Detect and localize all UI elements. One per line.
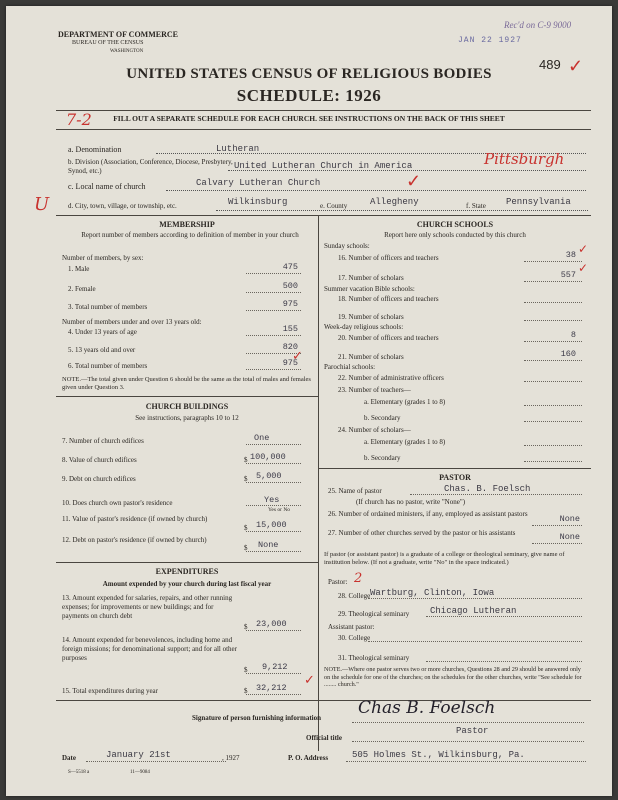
check-mark-icon: ✓ [406,171,422,191]
answer-line [524,360,582,361]
print-code: 11—9084 [130,770,150,775]
dollar-sign: $ [244,524,248,532]
q5-value: 820 [282,342,298,352]
q23a-label: a. Elementary (grades 1 to 8) [364,398,446,406]
instructions-banner: FILL OUT A SEPARATE SCHEDULE FOR EACH CHURCH. SEE INSTRUCTIONS ON THE BACK OF THIS SHEET [113,114,505,123]
po-address-label: P. O. Address [288,754,329,762]
yes-no-hint: Yes or No [268,507,291,513]
answer-line [246,463,301,464]
q29-label: 29. Theological seminary [338,610,410,618]
membership-note: NOTE.—The total given under Question 6 should be the same as the total of males and females given under Question 3. [62,376,311,391]
form-title: UNITED STATES CENSUS OF RELIGIOUS BODIES [126,66,492,82]
q9-label: 9. Debt on church edifices [62,475,136,483]
q10-label: 10. Does church own pastor's residence [62,499,173,507]
q23-label: 23. Number of teachers— [338,386,411,394]
answer-line [246,694,301,695]
answer-line [524,320,582,321]
answer-line [246,531,301,532]
graduate-note: If pastor (or assistant pastor) is a graduate of a college or theological seminary, give name of institution below. (If not a graduate, write "No" in the space indicated.) [324,551,565,566]
q17-value: 557 [560,270,576,280]
local-name-label: c. Local name of church [68,182,146,191]
city-value: Wilkinsburg [228,197,288,207]
q22-label: 22. Number of administrative officers [338,374,444,382]
q19-label: 19. Number of scholars [338,313,404,321]
q13-label: 13. Amount expended for salaries, repairs, and other running expenses; for improvements or new buildings; and for payments on church debt [62,594,233,620]
column-divider [318,215,319,751]
answer-line [524,302,582,303]
q31-label: 31. Theological seminary [338,654,410,662]
answer-line [410,494,582,495]
pastor-note: NOTE.—Where one pastor serves two or more churches, Questions 28 and 29 should be answered only on the schedule for one of the churches; on the schedules for the other churches, write "See schedule for ........ church." [324,666,582,688]
q2-label: 2. Female [68,285,96,293]
expenditures-intro: Amount expended by your church during last fiscal year [102,580,272,588]
q4-value: 155 [282,324,298,334]
parochial-label: Parochial schools: [324,363,376,371]
q24-label: 24. Number of scholars— [338,426,411,434]
q11-value: 15,000 [256,520,287,530]
q15-label: 15. Total expenditures during year [62,687,158,695]
q9-value: 5,000 [256,471,282,481]
pastor-heading: PASTOR [439,473,471,482]
answer-line [368,641,582,642]
answer-line [524,261,582,262]
q27-label: 27. Number of other churches served by the pastor or his assistants [328,529,516,537]
answer-line [532,525,582,526]
answer-line [524,405,582,406]
answer-line [524,421,582,422]
check-mark-icon: ✓ [578,261,589,275]
schedule-number: 489 [539,57,561,72]
dollar-sign: $ [244,456,248,464]
dollar-sign: $ [244,623,248,631]
divider [56,562,318,563]
form-code: S—5518 a [68,770,90,775]
answer-line [524,341,582,342]
divider [56,129,591,130]
received-note: Rec'd on C-9 9000 [504,20,572,30]
pastor-label: Pastor: [328,578,348,586]
q26-value: None [559,514,580,524]
weekday-label: Week-day religious schools: [324,323,404,331]
date-year: , 1927 [222,754,240,762]
dollar-sign: $ [244,666,248,674]
q3-label: 3. Total number of members [68,303,148,311]
q17-label: 17. Number of scholars [338,274,404,282]
q2-value: 500 [282,281,298,291]
q11-label: 11. Value of pastor's residence (if owned by church) [62,515,208,523]
q14-value: 9,212 [262,662,288,672]
q12-value: None [258,540,279,550]
county-value: Allegheny [370,197,419,207]
q6-label: 6. Total number of members [68,362,148,370]
city-label: WASHINGTON [110,49,144,54]
dollar-sign: $ [244,544,248,552]
answer-line [426,661,582,662]
q20-value: 8 [570,330,576,340]
q25-value: Chas. B. Foelsch [444,484,531,494]
q16-value: 38 [565,250,576,260]
margin-handwritten-mark: U [34,194,50,215]
answer-line [524,461,582,462]
bureau-label: BUREAU OF THE CENSUS [72,40,144,46]
date-value: January 21st [106,750,171,760]
signature: Chas B. Foelsch [358,698,496,718]
division-handwritten: Pittsburgh [484,150,565,168]
q29-value: Chicago Lutheran [430,606,517,616]
assistant-label: Assistant pastor: [328,623,375,631]
q8-label: 8. Value of church edifices [62,456,137,464]
answer-line [246,551,301,552]
form-subtitle: SCHEDULE: 1926 [236,86,382,105]
state-label: f. State [466,202,486,210]
dollar-sign: $ [244,475,248,483]
answer-line [246,673,301,674]
signature-line [352,722,584,723]
pastor-handwritten-mark: 2 [354,571,363,586]
sunday-label: Sunday schools: [324,242,370,250]
answer-line [346,761,586,762]
q26-label: 26. Number of ordained ministers, if any, employed as assistant pastors [328,510,528,518]
denomination-label: a. Denomination [68,145,122,154]
q30-label: 30. College [338,634,371,642]
q14-label: 14. Amount expended for benevolences, including home and foreign missions; for denominational support; and for all other purposes [62,636,237,662]
answer-line [524,281,582,282]
division-value: United Lutheran Church in America [234,161,413,171]
divider [56,396,318,397]
q21-label: 21. Number of scholars [338,353,404,361]
answer-line [246,369,301,370]
check-mark-icon: ✓ [304,672,315,687]
city-label: d. City, town, village, or township, etc. [68,202,177,210]
q10-value: Yes [264,495,280,505]
check-mark-icon: ✓ [568,56,584,76]
answer-line [532,543,582,544]
q4-label: 4. Under 13 years of age [68,328,137,336]
q24b-label: b. Secondary [364,454,401,462]
q13-value: 23,000 [256,619,287,629]
q16-label: 16. Number of officers and teachers [338,254,439,262]
schools-heading: CHURCH SCHOOLS [416,220,494,229]
check-mark-icon: ✓ [578,242,589,256]
q28-value: Wartburg, Clinton, Iowa [370,588,495,598]
check-mark-icon: ✓ [292,348,303,363]
membership-heading: MEMBERSHIP [159,220,215,229]
divider [56,215,591,216]
local-name-value: Calvary Lutheran Church [196,178,321,188]
schools-intro: Report here only schools conducted by this church [384,231,526,239]
date-label: Date [62,754,76,762]
buildings-heading: CHURCH BUILDINGS [145,402,229,411]
by-sex-label: Number of members, by sex: [62,254,144,262]
divider [56,700,591,701]
q25-note: (If church has no pastor, write "None") [356,498,466,506]
answer-line [524,445,582,446]
department-label: DEPARTMENT OF COMMERCE [58,30,179,39]
denomination-value: Lutheran [216,144,260,154]
answer-line [368,598,582,599]
q12-label: 12. Debt on pastor's residence (if owned by church) [62,536,207,544]
answer-line [246,444,301,445]
summer-label: Summer vacation Bible schools: [324,285,415,293]
answer-line [246,292,301,293]
dollar-sign: $ [244,687,248,695]
field-line [216,210,588,211]
q6-value: 975 [282,358,298,368]
q27-value: None [559,532,580,542]
q20-label: 20. Number of officers and teachers [338,334,439,342]
expenditures-heading: EXPENDITURES [155,567,219,576]
division-label: b. Division (Association, Conference, Diocese, Presbytery, Synod, etc.) [68,158,233,175]
buildings-intro: See instructions, paragraphs 10 to 12 [135,414,239,422]
answer-line [246,273,301,274]
state-value: Pennsylvania [506,197,571,207]
q8-value: 100,000 [250,452,286,462]
county-label: e. County [320,202,348,210]
answer-line [426,616,582,617]
answer-line [246,482,301,483]
divider [56,110,591,111]
membership-intro: Report number of members according to definition of member in your church [81,231,299,239]
title-value: Pastor [456,726,489,736]
q25-label: 25. Name of pastor [328,487,382,495]
answer-line [246,310,301,311]
by-age-label: Number of members under and over 13 years old: [62,318,202,326]
q5-label: 5. 13 years old and over [68,346,136,354]
q28-label: 28. College [338,592,371,600]
title-label: Official title [306,734,342,742]
answer-line [524,381,582,382]
po-address-value: 505 Holmes St., Wilkinsburg, Pa. [352,750,525,760]
divider [319,468,591,469]
q15-value: 32,212 [256,683,287,693]
q24a-label: a. Elementary (grades 1 to 8) [364,438,446,446]
answer-line [246,630,301,631]
answer-line [352,741,584,742]
answer-line [246,335,301,336]
signature-label: Signature of person furnishing information [192,714,321,722]
q18-label: 18. Number of officers and teachers [338,295,439,303]
q7-value: One [254,433,270,443]
answer-line [86,761,226,762]
census-schedule-page [6,6,612,796]
q1-value: 475 [282,262,298,272]
q23b-label: b. Secondary [364,414,401,422]
q7-label: 7. Number of church edifices [62,437,144,445]
red-handwritten-mark: 7-2 [66,110,92,129]
q3-value: 975 [282,299,298,309]
field-line [166,190,586,191]
q21-value: 160 [560,349,576,359]
q1-label: 1. Male [68,265,90,273]
received-date-stamp: JAN 22 1927 [458,36,522,45]
